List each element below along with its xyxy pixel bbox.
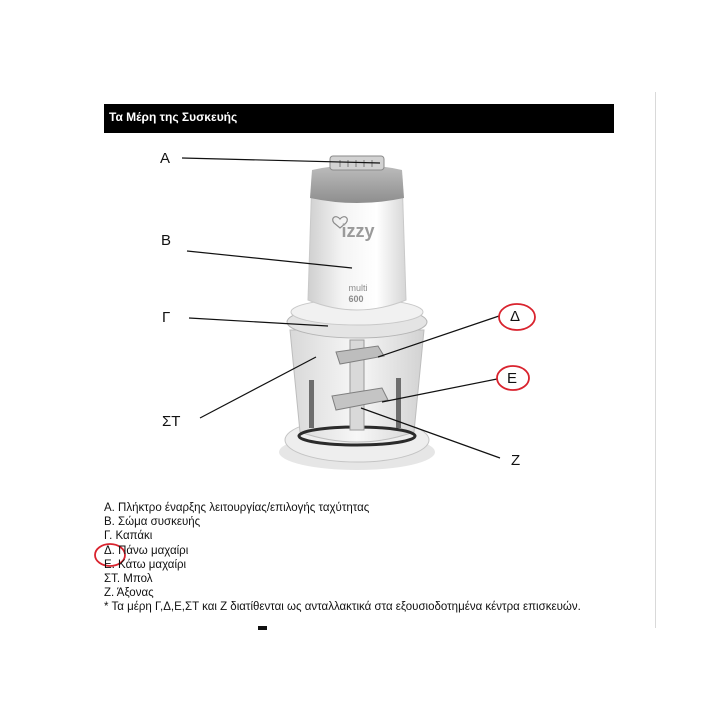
model-number: 600 — [348, 294, 364, 304]
label-ST: ΣΤ — [162, 413, 181, 430]
parts-list-item-A: Α. Πλήκτρο έναρξης λειτουργίας/επιλογής ταχύτητας — [104, 502, 370, 514]
label-E: Ε — [507, 370, 518, 387]
parts-list-item-D: Δ. Πάνω μαχαίρι — [104, 544, 189, 557]
parts-list-item-Z: Ζ. Άξονας — [104, 587, 154, 600]
parts-list-item-B: Β. Σώμα συσκευής — [104, 516, 201, 529]
label-Z: Ζ — [511, 452, 521, 469]
parts-list — [104, 501, 581, 615]
bowl-rib-left — [309, 380, 314, 428]
parts-list-item-ST: ΣΤ. Μπολ — [104, 573, 153, 586]
label-B: Β — [161, 232, 172, 249]
section-title: Τα Μέρη της Συσκευής — [109, 110, 238, 124]
spare-parts-note: * Τα μέρη Γ,Δ,Ε,ΣΤ και Ζ διατίθενται ως ανταλλακτικά στα εξουσιοδοτημένα κέντρα επισκευών. — [104, 601, 581, 614]
brand-logo: izzy — [341, 221, 375, 241]
model-name: multi — [348, 283, 368, 293]
parts-list-item-E: Ε. Κάτω μαχαίρι — [104, 558, 187, 571]
top-cap — [310, 165, 404, 203]
parts-list-item-G: Γ. Καπάκι — [104, 530, 153, 543]
page-mark — [258, 626, 267, 630]
label-D: Δ — [510, 308, 521, 325]
label-A: Α — [160, 150, 171, 167]
label-G: Γ — [162, 309, 171, 326]
